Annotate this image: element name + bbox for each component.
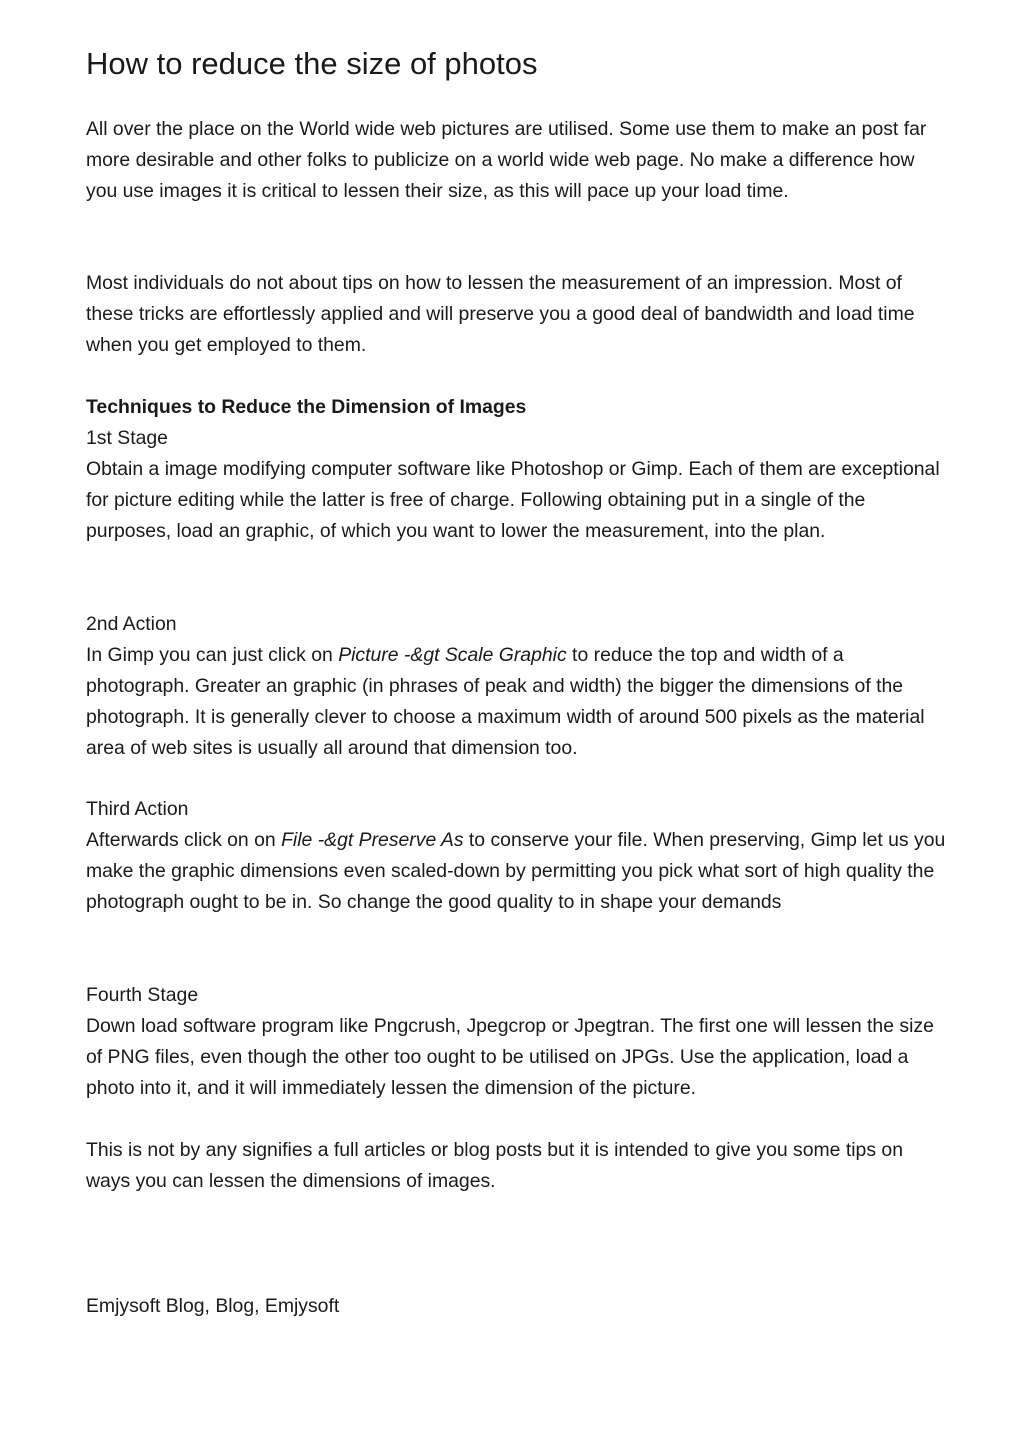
step-1-section [86, 392, 946, 547]
footer-tags: Emjysoft Blog, Blog, Emjysoft [86, 1295, 340, 1317]
step-3-body-start: Afterwards click on on [86, 829, 282, 851]
second-paragraph: Most individuals do not about tips on how to lessen the measurement of an impression. Most of these tricks are effortlessly applied and will preserve you a good deal of bandwidth and load time when you get employed to them. [86, 272, 915, 356]
step-3-body-end: to conserve your file. When preserving, Gimp let us you make the graphic dimensions even scaled-down by permitting you pick what sort of high quality the photograph ought to be in. So change the good quality to in shape your demands [86, 829, 946, 913]
step-4-label: Fourth Stage [86, 984, 199, 1006]
step-3-section [86, 794, 946, 918]
step-2-section [86, 609, 946, 764]
step-4-section [86, 980, 946, 1104]
step-3-label: Third Action [86, 798, 189, 820]
step-4-body: Down load software program like Pngcrush, Jpegcrop or Jpegtran. The first one will lessen the size of PNG files, even though the other too ought to be utilised on JPGs. Use the application, load a photo into it, and it will immediately lessen the dimension of the picture. [86, 1015, 934, 1099]
intro-paragraph: All over the place on the World wide web pictures are utilised. Some use them to make an post far more desirable and other folks to publicize on a world wide web page. No make a difference how you use images it is critical to lessen their size, as this will pace up your load time. [86, 118, 927, 202]
step-2-body [86, 640, 946, 764]
section-heading: Techniques to Reduce the Dimension of Images [86, 396, 527, 418]
closing-paragraph: This is not by any signifies a full articles or blog posts but it is intended to give you some tips on ways you can lessen the dimensions of images. [86, 1139, 903, 1192]
step-3-body [86, 825, 946, 918]
step-3-menu-path: File -&gt Preserve As [281, 829, 464, 851]
step-2-menu-path: Picture -&gt Scale Graphic [338, 644, 567, 666]
step-1-label: 1st Stage [86, 427, 168, 449]
closing-paragraph-block [86, 1135, 946, 1197]
step-1-body: Obtain a image modifying computer software like Photoshop or Gimp. Each of them are exceptional for picture editing while the latter is free of charge. Following obtaining put in a single of the purposes, load an graphic, of which you want to lower the measurement, into the plan. [86, 458, 940, 542]
step-2-label: 2nd Action [86, 613, 177, 635]
step-2-body-start: In Gimp you can just click on [86, 644, 339, 666]
second-paragraph-block [86, 268, 946, 361]
page-title: How to reduce the size of photos [86, 46, 538, 81]
intro-paragraph-block [86, 114, 946, 207]
step-2-body-end: to reduce the top and width of a photograph. Greater an graphic (in phrases of peak and width) the bigger the dimensions of the photograph. It is generally clever to choose a maximum width of around 500 pixels as the material area of web sites is usually all around that dimension too. [86, 644, 925, 759]
